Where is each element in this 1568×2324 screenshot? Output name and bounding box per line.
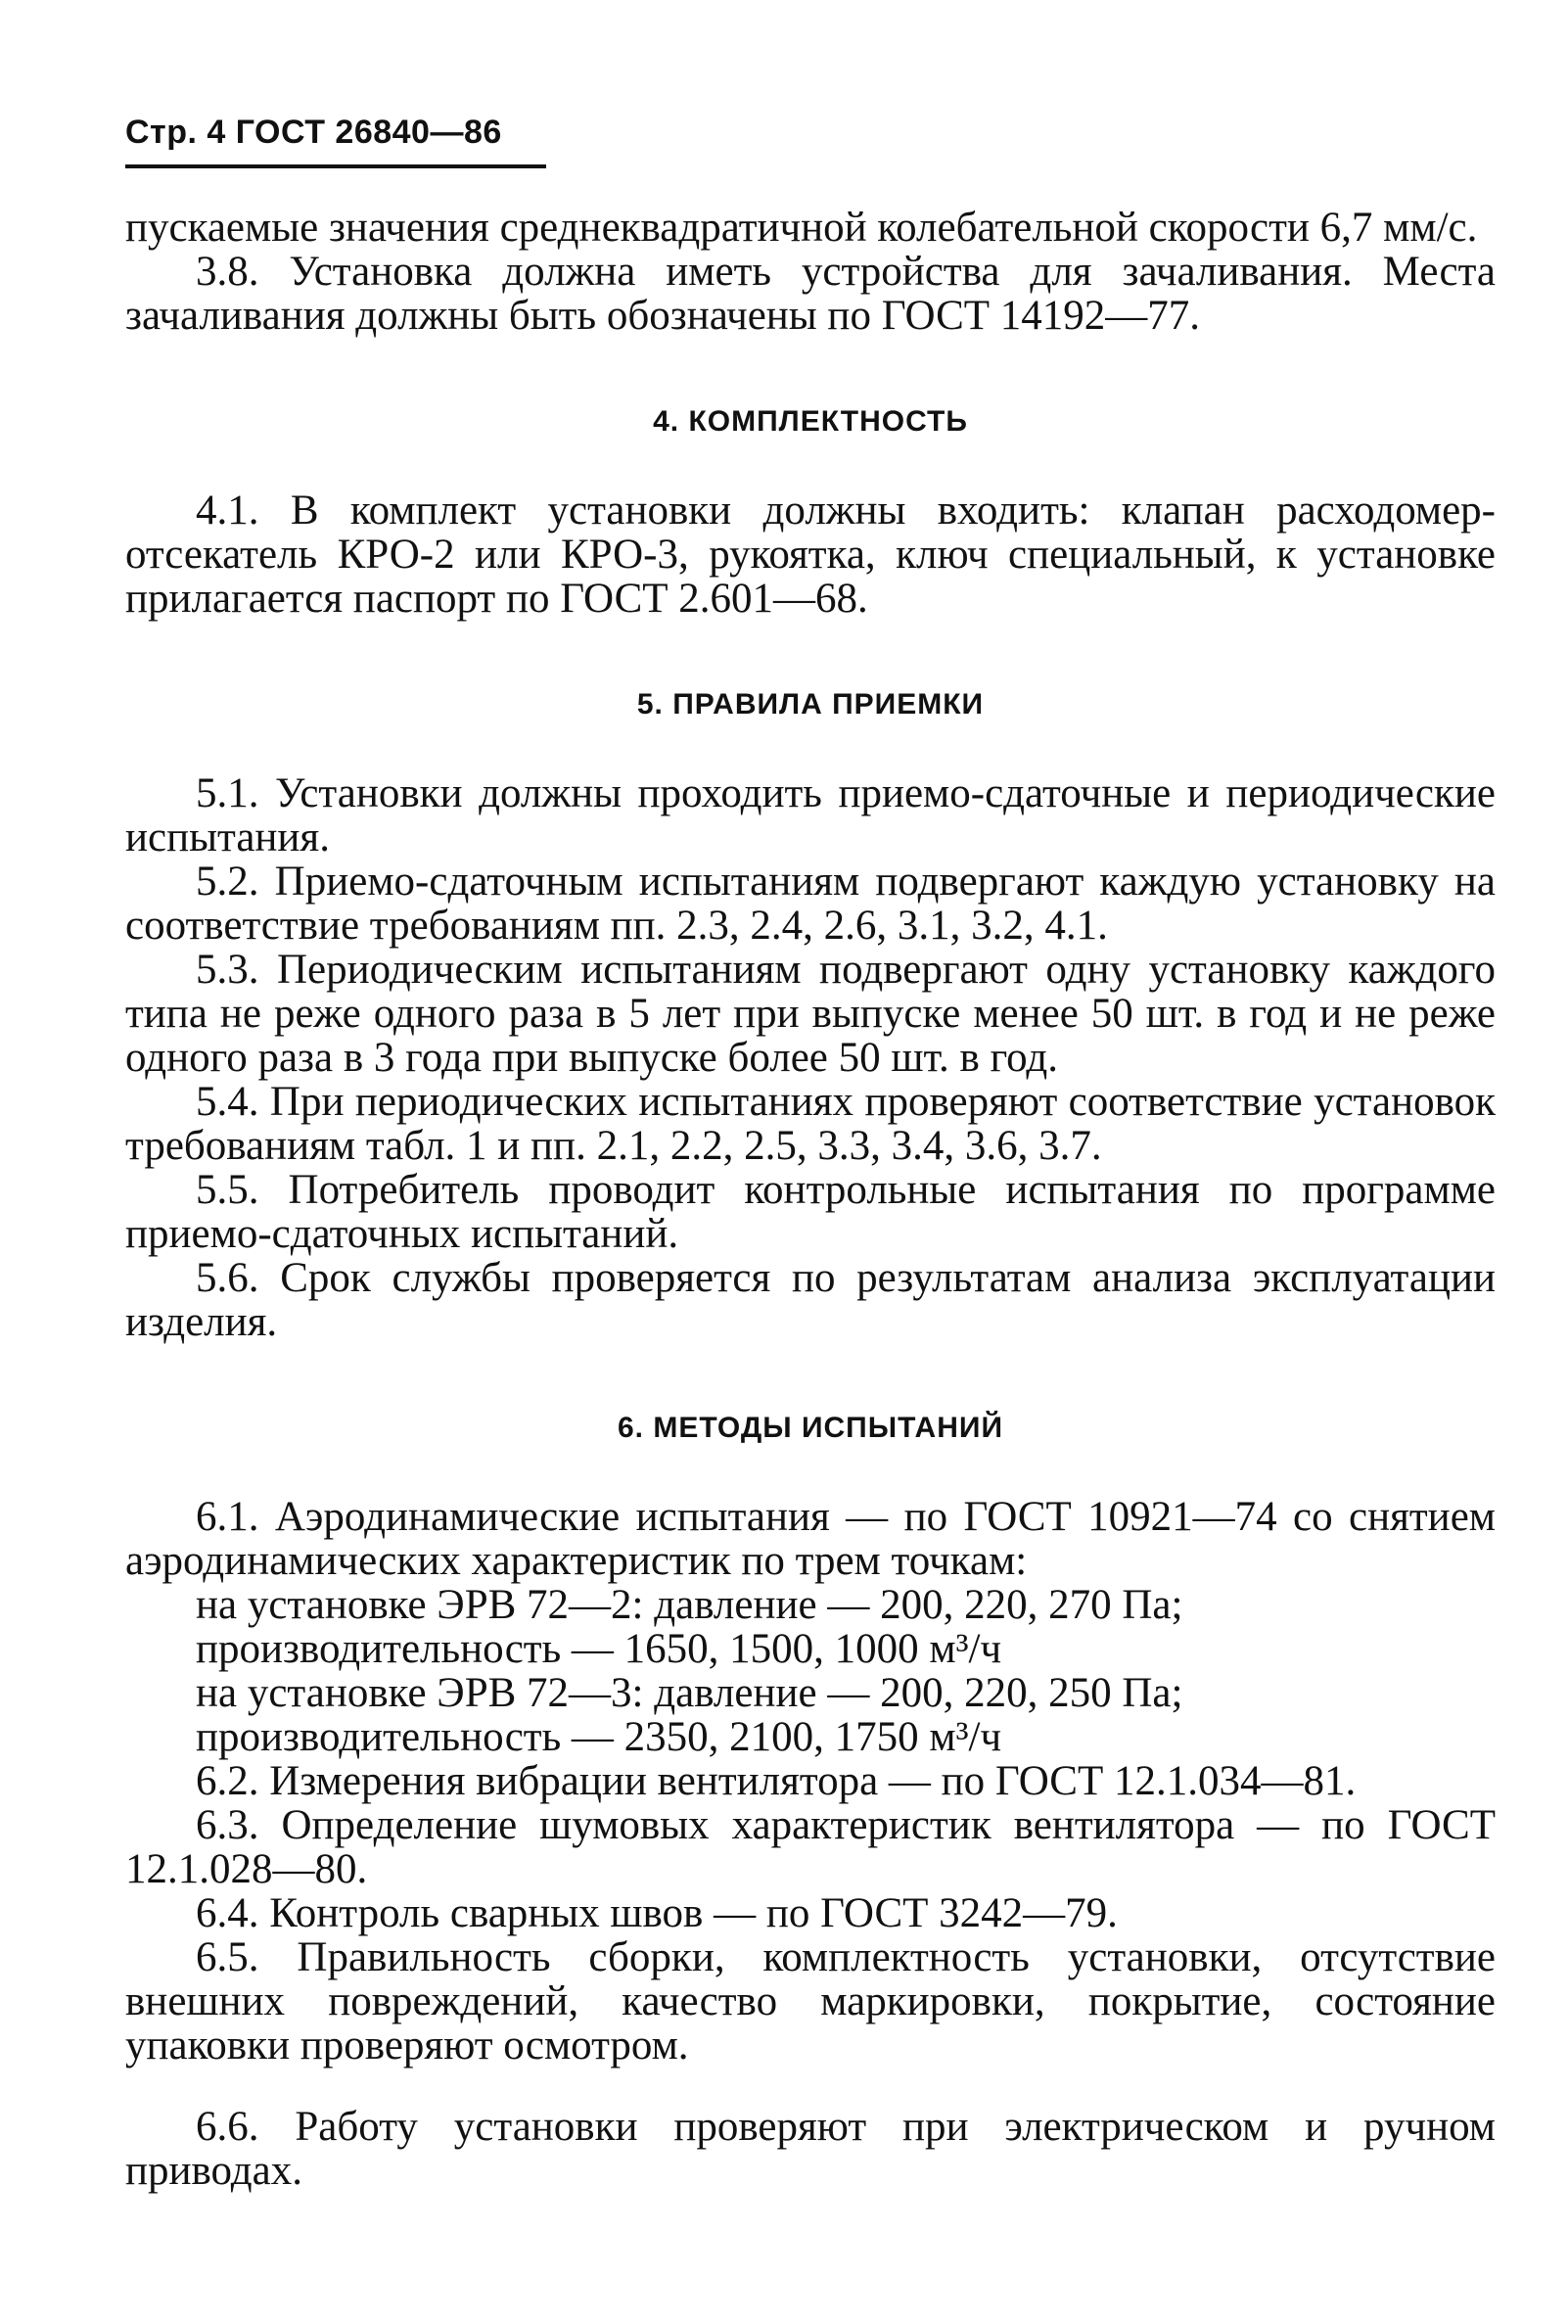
paragraph-5-2: 5.2. Приемо-сдаточным испытаниям подвергают каждую установку на соответствие требованиям пп. 2.3, 2.4, 2.6, 3.1, 3.2, 4.1. <box>125 859 1496 949</box>
paragraph-6-1: 6.1. Аэродинамические испытания — по ГОСТ 10921—74 со снятием аэродинамических характеристик по трем точкам: <box>125 1494 1496 1584</box>
document-body <box>125 206 1496 2193</box>
paragraph-4-1: 4.1. В комплект установки должны входить: клапан расходомер-отсекатель КРО-2 или КРО-3, рукоятка, ключ специальный, к установке прилагается паспорт по ГОСТ 2.601—68. <box>125 488 1496 622</box>
paragraph-6-4: 6.4. Контроль сварных швов — по ГОСТ 3242—79. <box>196 1890 1118 1936</box>
section-4-heading: 4. КОМПЛЕКТНОСТЬ <box>653 405 968 438</box>
paragraph-6-1-line-a: на установке ЭРВ 72—2: давление — 200, 220, 270 Па; <box>196 1582 1183 1628</box>
paragraph-5-1: 5.1. Установки должны проходить приемо-сдаточные и периодические испытания. <box>125 770 1496 860</box>
paragraph-5-4: 5.4. При периодических испытаниях проверяют соответствие установок требованиям табл. 1 и пп. 2.1, 2.2, 2.5, 3.3, 3.4, 3.6, 3.7. <box>125 1079 1496 1169</box>
paragraph-6-1-line-c: на установке ЭРВ 72—3: давление — 200, 220, 250 Па; <box>196 1670 1183 1716</box>
section-6-heading: 6. МЕТОДЫ ИСПЫТАНИЙ <box>618 1412 1003 1444</box>
paragraph-5-5: 5.5. Потребитель проводит контрольные испытания по программе приемо-сдаточных испытаний. <box>125 1167 1496 1257</box>
paragraph-3-8: 3.8. Установка должна иметь устройства для зачаливания. Места зачаливания должны быть обозначены по ГОСТ 14192—77. <box>125 249 1496 339</box>
paragraph-6-1-line-b: производительность — 1650, 1500, 1000 м³/ч <box>196 1626 1002 1672</box>
paragraph-6-2: 6.2. Измерения вибрации вентилятора — по ГОСТ 12.1.034—81. <box>196 1758 1357 1804</box>
paragraph-6-5: 6.5. Правильность сборки, комплектность установки, отсутствие внешних повреждений, качество маркировки, покрытие, состояние упаковки проверяют осмотром. <box>125 1934 1496 2068</box>
header-rule <box>125 164 546 168</box>
paragraph-6-6: 6.6. Работу установки проверяют при электрическом и ручном приводах. <box>125 2104 1496 2194</box>
paragraph-5-6: 5.6. Срок службы проверяется по результатам анализа эксплуатации изделия. <box>125 1255 1496 1345</box>
running-head: Стр. 4 ГОСТ 26840—86 <box>125 114 502 151</box>
section-5-heading: 5. ПРАВИЛА ПРИЕМКИ <box>636 688 985 720</box>
continuation-paragraph: пускаемые значения среднеквадратичной колебательной скорости 6,7 мм/с. <box>125 205 1478 251</box>
paragraph-6-1-line-d: производительность — 2350, 2100, 1750 м³/ч <box>196 1714 1002 1760</box>
paragraph-5-3: 5.3. Периодическим испытаниям подвергают одну установку каждого типа не реже одного раза в 5 лет при выпуске менее 50 шт. в год и не реже одного раза в 3 года при выпуске более 50 шт. в год. <box>125 947 1496 1081</box>
paragraph-6-3: 6.3. Определение шумовых характеристик вентилятора — по ГОСТ 12.1.028—80. <box>125 1802 1496 1892</box>
